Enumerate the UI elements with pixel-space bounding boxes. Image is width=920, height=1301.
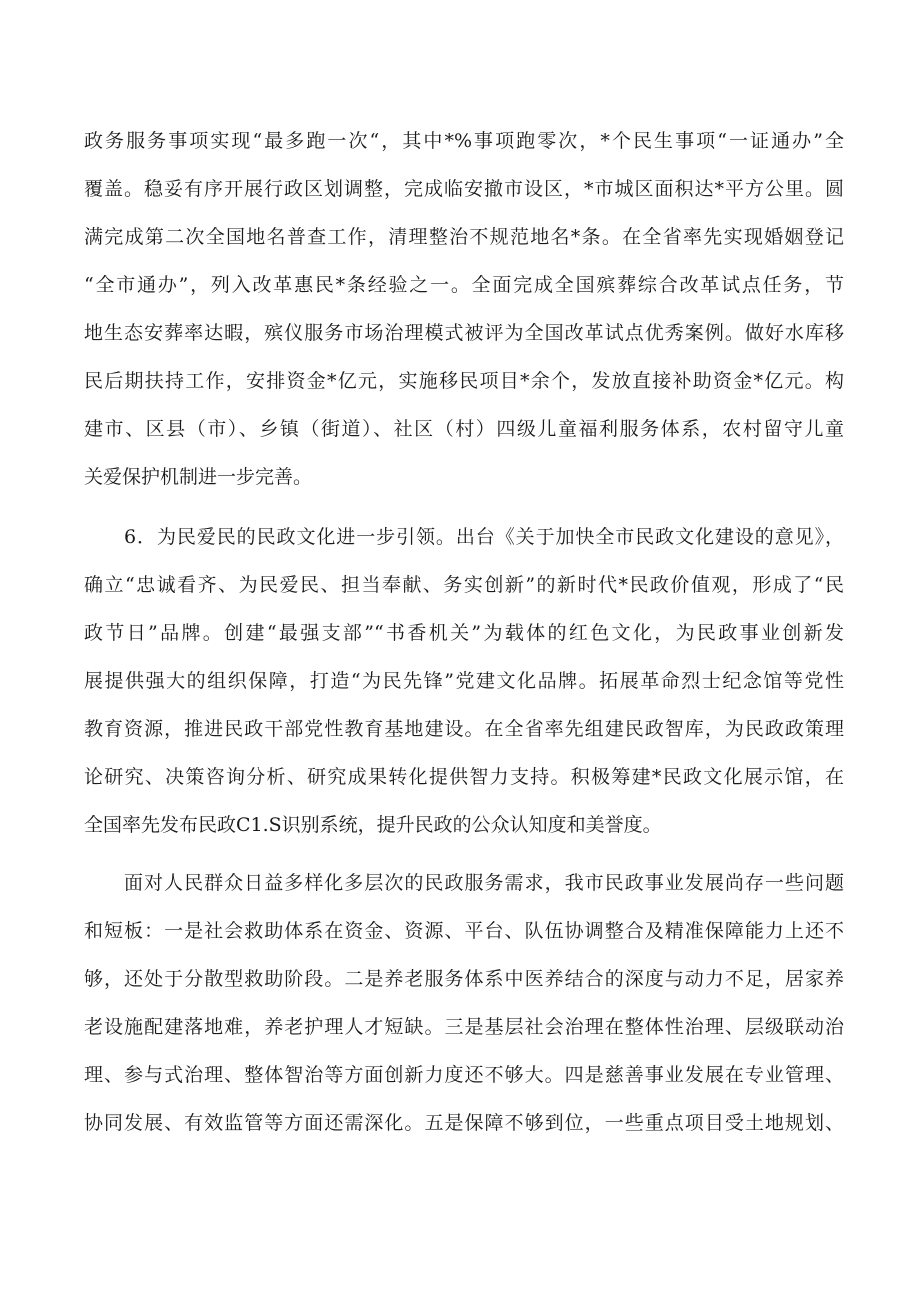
- text-line: 面对人民群众日益多样化多层次的民政服务需求，我市民政事业发展尚存一些问题: [124, 872, 844, 894]
- text-line: 论研究、决策咨询分析、研究成果转化提供智力支持。积极筹建*民政文化展示馆，在: [84, 766, 844, 788]
- text-line: 地生态安葬率达暇，殡仪服务市场治理模式被评为全国改革试点优秀案例。做好水库移: [84, 322, 844, 344]
- text-line: 协同发展、有效监管等方面还需深化。五是保障不够到位，一些重点项目受土地规划、: [84, 1112, 844, 1134]
- text-line: 政节日”品牌。创建“最强支部”“书香机关”为载体的红色文化，为民政事业创新发: [84, 622, 844, 644]
- text-line: 民后期扶持工作，安排资金*亿元，实施移民项目*余个，发放直接补助资金*亿元。构: [84, 370, 844, 392]
- text-line: 覆盖。稳妥有序开展行政区划调整，完成临安撤市设区，*市城区面积达*平方公里。圆: [84, 178, 844, 200]
- text-line: 和短板：一是社会救助体系在资金、资源、平台、队伍协调整合及精准保障能力上还不: [84, 920, 844, 942]
- text-line: 理、参与式治理、整体智治等方面创新力度还不够大。四是慈善事业发展在专业管理、: [84, 1064, 844, 1086]
- text-line: 关爱保护机制进一步完善。: [84, 466, 313, 488]
- text-line: 满完成第二次全国地名普查工作，清理整治不规范地名*条。在全省率先实现婚姻登记: [84, 226, 844, 248]
- text-line: 6．为民爱民的民政文化进一步引领。出台《关于加快全市民政文化建设的意见》，: [124, 526, 844, 548]
- text-line: 全国率先发布民政C1.S识别系统，提升民政的公众认知度和美誉度。: [84, 814, 662, 836]
- text-line: 确立“忠诚看齐、为民爱民、担当奉献、务实创新”的新时代*民政价值观，形成了“民: [84, 574, 844, 596]
- text-line: 建市、区县（市）、乡镇（街道）、社区（村）四级儿童福利服务体系，农村留守儿童: [84, 418, 844, 440]
- text-line: 够，还处于分散型救助阶段。二是养老服务体系中医养结合的深度与动力不足，居家养: [84, 968, 844, 990]
- text-line: 展提供强大的组织保障，打造“为民先锋”党建文化品牌。拓展革命烈士纪念馆等党性: [84, 670, 844, 692]
- text-line: 老设施配建落地难，养老护理人才短缺。三是基层社会治理在整体性治理、层级联动治: [84, 1016, 844, 1038]
- text-line: 政务服务事项实现“最多跑一次“，其中*%事项跑零次，*个民生事项“一证通办”全: [84, 130, 844, 152]
- text-line: “全市通办”，列入改革惠民*条经验之一。全面完成全国殡葬综合改革试点任务，节: [84, 274, 844, 296]
- text-line: 教育资源，推进民政干部党性教育基地建设。在全省率先组建民政智库，为民政政策理: [84, 718, 844, 740]
